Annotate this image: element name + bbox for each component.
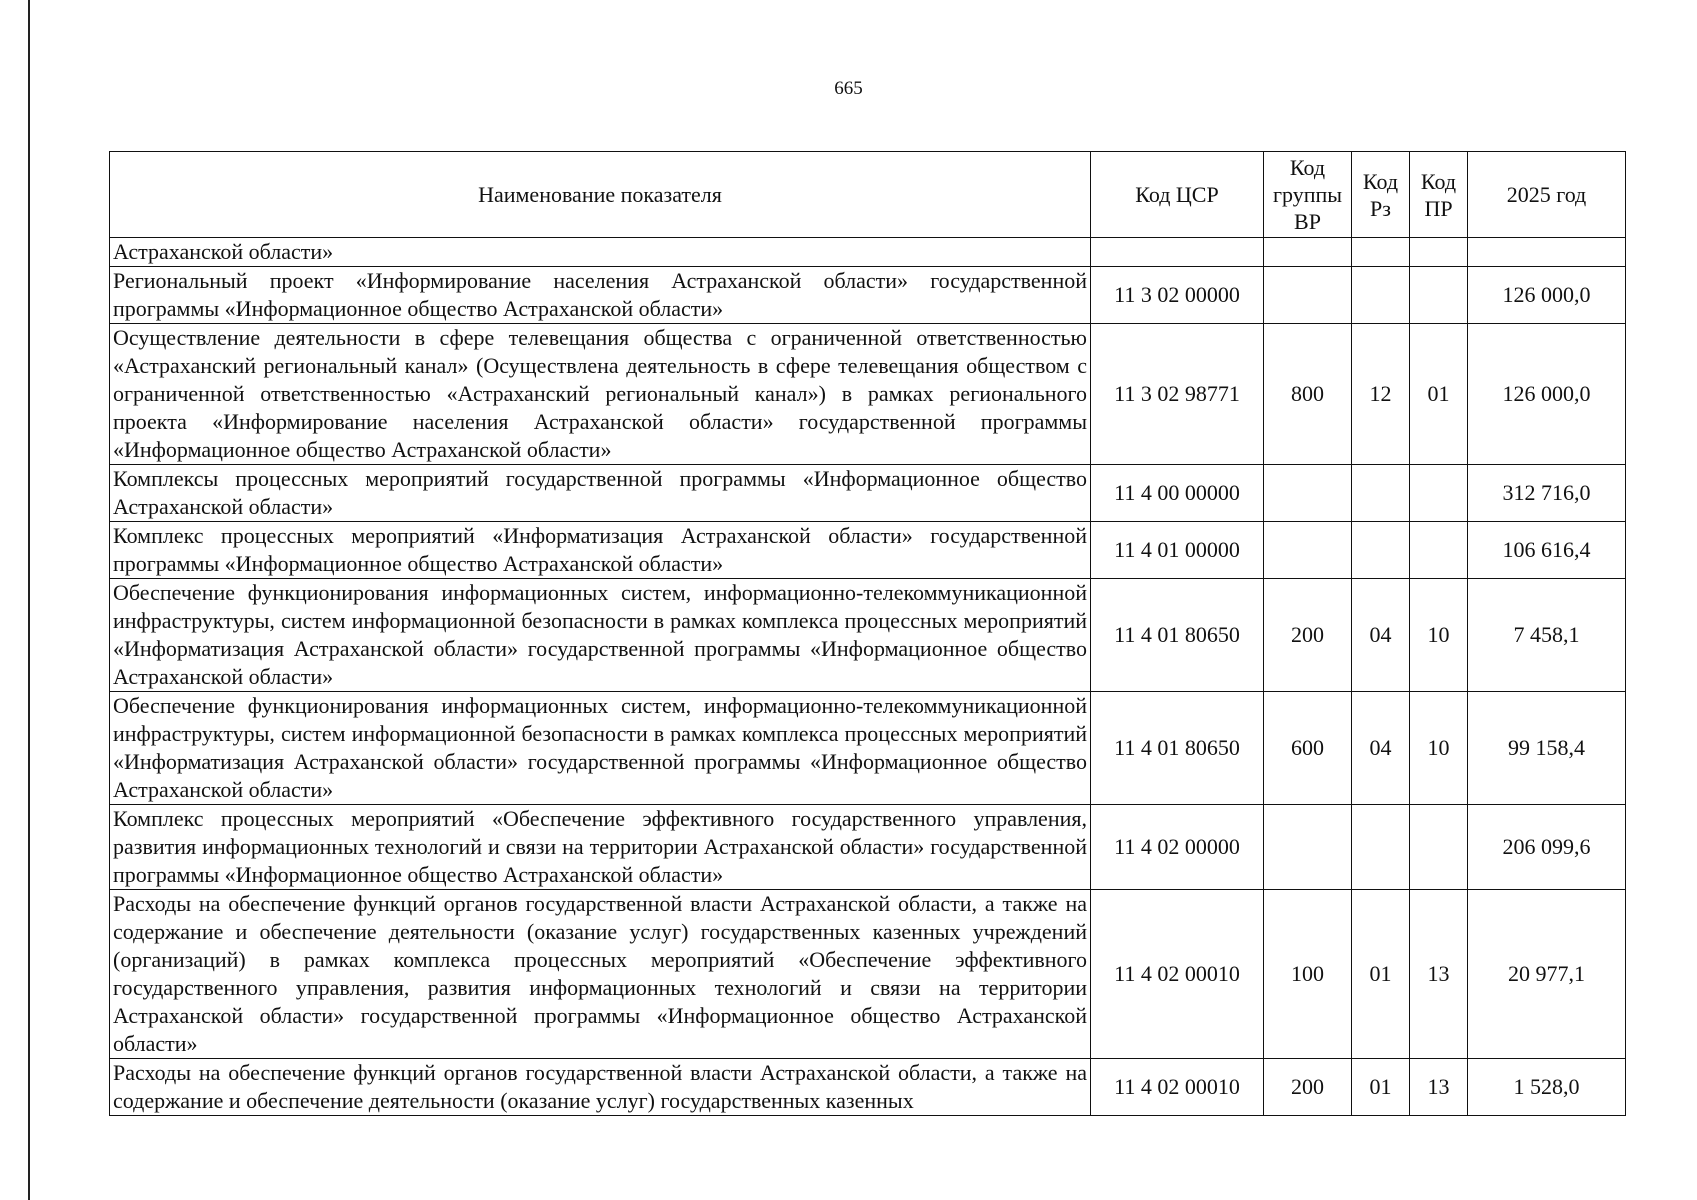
row-sum: 99 158,4 [1468, 692, 1626, 805]
table-header-row [110, 152, 1626, 238]
row-rz: 12 [1352, 324, 1410, 465]
row-rz [1352, 522, 1410, 579]
row-sum: 106 616,4 [1468, 522, 1626, 579]
row-sum: 1 528,0 [1468, 1059, 1626, 1116]
row-vr: 100 [1264, 890, 1352, 1059]
row-pr: 10 [1410, 579, 1468, 692]
table-row [110, 579, 1626, 692]
row-vr [1264, 522, 1352, 579]
row-name: Обеспечение функционирования информационных систем, информационно-телекоммуникационной инфраструктуры, систем информационной безопасности в рамках комплекса процессных мероприятий «Информатизация Астраханской области» государственной программы «Информационное общество Астраханской области» [110, 692, 1091, 805]
row-csr: 11 4 01 80650 [1091, 692, 1264, 805]
row-vr [1264, 805, 1352, 890]
row-rz: 01 [1352, 1059, 1410, 1116]
row-name: Астраханской области» [110, 238, 1091, 267]
row-csr: 11 4 01 80650 [1091, 579, 1264, 692]
table-row [110, 890, 1626, 1059]
row-pr: 13 [1410, 890, 1468, 1059]
row-vr [1264, 465, 1352, 522]
row-rz [1352, 238, 1410, 267]
row-sum: 126 000,0 [1468, 267, 1626, 324]
binding-margin-line [28, 0, 30, 1200]
row-vr [1264, 238, 1352, 267]
row-sum: 312 716,0 [1468, 465, 1626, 522]
row-name: Расходы на обеспечение функций органов государственной власти Астраханской области, а также на содержание и обеспечение деятельности (оказание услуг) государственных казенных [110, 1059, 1091, 1116]
row-name: Комплекс процессных мероприятий «Информатизация Астраханской области» государственной программы «Информационное общество Астраханской области» [110, 522, 1091, 579]
row-sum: 126 000,0 [1468, 324, 1626, 465]
row-name: Обеспечение функционирования информационных систем, информационно-телекоммуникационной инфраструктуры, систем информационной безопасности в рамках комплекса процессных мероприятий «Информатизация Астраханской области» государственной программы «Информационное общество Астраханской области» [110, 579, 1091, 692]
header-vr: Код группы ВР [1264, 152, 1352, 238]
row-csr: 11 4 02 00010 [1091, 1059, 1264, 1116]
row-sum: 7 458,1 [1468, 579, 1626, 692]
row-vr: 800 [1264, 324, 1352, 465]
row-csr: 11 4 02 00010 [1091, 890, 1264, 1059]
row-pr [1410, 238, 1468, 267]
table-row [110, 238, 1626, 267]
row-name: Региональный проект «Информирование населения Астраханской области» государственной программы «Информационное общество Астраханской области» [110, 267, 1091, 324]
table-row [110, 465, 1626, 522]
header-name: Наименование показателя [110, 152, 1091, 238]
row-csr: 11 3 02 98771 [1091, 324, 1264, 465]
row-csr: 11 4 01 00000 [1091, 522, 1264, 579]
row-pr: 10 [1410, 692, 1468, 805]
page-number: 665 [834, 78, 863, 99]
row-csr [1091, 238, 1264, 267]
table-row [110, 522, 1626, 579]
table-row [110, 1059, 1626, 1116]
row-rz: 01 [1352, 890, 1410, 1059]
row-rz: 04 [1352, 579, 1410, 692]
table-row [110, 692, 1626, 805]
row-rz: 04 [1352, 692, 1410, 805]
row-name: Осуществление деятельности в сфере телевещания общества с ограниченной ответственностью «Астраханский региональный канал» (Осуществлена деятельность в сфере телевещания обществом с ограниченной ответственностью «Астраханский региональный канал») в рамках регионального проекта «Информирование населения Астраханской области» государственной программы «Информационное общество Астраханской области» [110, 324, 1091, 465]
header-rz: Код Рз [1352, 152, 1410, 238]
row-csr: 11 3 02 00000 [1091, 267, 1264, 324]
row-pr [1410, 465, 1468, 522]
row-csr: 11 4 02 00000 [1091, 805, 1264, 890]
row-sum: 20 977,1 [1468, 890, 1626, 1059]
row-rz [1352, 465, 1410, 522]
row-vr: 600 [1264, 692, 1352, 805]
header-pr: Код ПР [1410, 152, 1468, 238]
header-csr: Код ЦСР [1091, 152, 1264, 238]
row-name: Комплексы процессных мероприятий государственной программы «Информационное общество Астраханской области» [110, 465, 1091, 522]
table-row [110, 805, 1626, 890]
row-name: Расходы на обеспечение функций органов государственной власти Астраханской области, а также на содержание и обеспечение деятельности (оказание услуг) государственных казенных учреждений (организаций) в рамках комплекса процессных мероприятий «Обеспечение эффективного государственного управления, развития информационных технологий и связи на территории Астраханской области» государственной программы «Информационное общество Астраханской области» [110, 890, 1091, 1059]
row-sum [1468, 238, 1626, 267]
row-csr: 11 4 00 00000 [1091, 465, 1264, 522]
row-pr: 13 [1410, 1059, 1468, 1116]
row-vr: 200 [1264, 579, 1352, 692]
row-rz [1352, 267, 1410, 324]
row-rz [1352, 805, 1410, 890]
budget-table [109, 151, 1626, 1116]
table-row [110, 324, 1626, 465]
table-row [110, 267, 1626, 324]
row-name: Комплекс процессных мероприятий «Обеспечение эффективного государственного управления, развития информационных технологий и связи на территории Астраханской области» государственной программы «Информационное общество Астраханской области» [110, 805, 1091, 890]
row-pr: 01 [1410, 324, 1468, 465]
row-pr [1410, 267, 1468, 324]
row-pr [1410, 805, 1468, 890]
row-vr [1264, 267, 1352, 324]
row-vr: 200 [1264, 1059, 1352, 1116]
header-sum: 2025 год [1468, 152, 1626, 238]
row-sum: 206 099,6 [1468, 805, 1626, 890]
row-pr [1410, 522, 1468, 579]
